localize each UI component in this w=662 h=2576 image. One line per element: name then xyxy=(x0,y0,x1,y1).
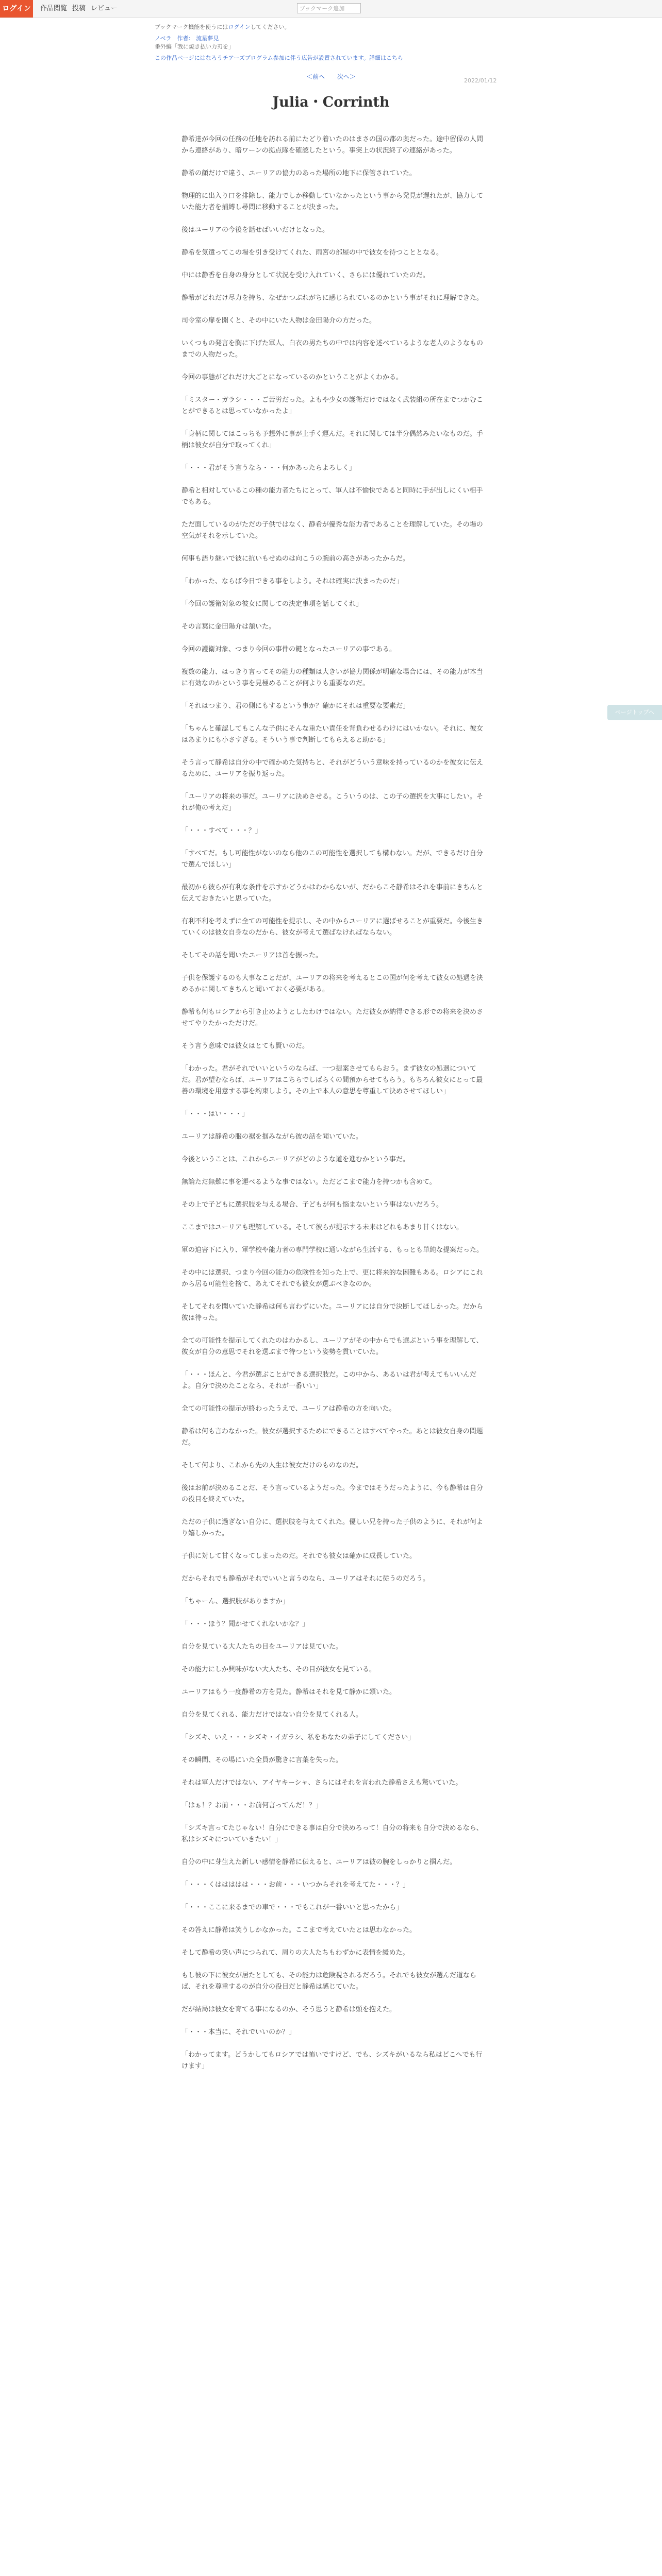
paragraph: 自分の中に芽生えた新しい感情を静希に伝えると、ユーリアは彼の腕をしっかりと掴んだ。 xyxy=(181,1858,457,1866)
paragraph: いくつもの発言を胸に下げた軍人、白衣の男たちの中では内容を述べているような老人のようなものまでの人物だった。 xyxy=(181,340,484,359)
paragraph: 「ちゃーん、選択肢がありますか」 xyxy=(181,1598,289,1605)
paragraph: 何事も語り継いで彼に抗いもせぬのは向こうの腕前の高さがあったからだ。 xyxy=(181,555,409,563)
paragraph: 全ての可能性の提示が終わったうえで、ユーリアは静希の方を向いた。 xyxy=(181,1405,396,1413)
paragraph: ただの子供に過ぎない自分に、選択肢を与えてくれた。優しい兄を持った子供のように、それが何より嬉しかった。 xyxy=(181,1518,484,1537)
paragraph: 静希と相対しているこの種の能力者たちにとって、軍人は不愉快であると同時に手が出しにくい相手でもある。 xyxy=(181,487,483,506)
paragraph: 自分を見ている大人たちの目をユーリアは見ていた。 xyxy=(181,1643,343,1651)
paragraph: 「わかってます。どうかしてもロシアでは怖いですけど、でも、シズキがいるなら私はどこへでも行けます」 xyxy=(181,2051,483,2070)
paragraph: そう言う意味では彼女はとても賢いのだ。 xyxy=(181,1042,309,1050)
paragraph: それは軍人だけではない、アイヤキーシャ、さらにはそれを言われた静希さえも驚いていた。 xyxy=(181,1779,462,1787)
paragraph: 有利不利を考えずに全ての可能性を提示し、その中からユーリアに選ばせることが重要だ。今後生きていくのは彼女自身なのだから、彼女が考えて選ばなければならない。 xyxy=(181,918,484,937)
paragraph: 「ミスター・ガラシ・・・ご苦労だった。よもや少女の護衛だけではなく武装組の所在までつかむことができるとは思っていなかったよ」 xyxy=(181,396,484,415)
paragraph: 静希がどれだけ尽力を持ち、なぜかつぶれがちに感じられているのかという事がそれに理解できた。 xyxy=(181,294,484,302)
paragraph: 静希達が今回の任務の任地を訪れる前にたどり着いたのはまさの国の都の奥だった。途中留保の人間から連絡があり、暗ワーンの拠点隊を確認したという。事実上の状況終了の連絡があった。 xyxy=(181,135,484,155)
paragraph: 「・・・はい・・・」 xyxy=(181,1110,249,1118)
login-link[interactable]: ログイン xyxy=(228,24,251,30)
nav-post[interactable]: 投稿 xyxy=(72,5,86,12)
paragraph: その瞬間、その場にいた全員が驚きに言葉を失った。 xyxy=(181,1756,343,1764)
work-title[interactable]: 番外編「我に焼き払い力刃を」 xyxy=(155,43,234,50)
novel-body xyxy=(181,134,486,2083)
paragraph: 「ちゃんと確認してもこんな子供にそんな重たい責任を背負わせるわけにはいかない。それに、彼女はあまりにも小さすぎる。そういう事で判断してもらえると助かる」 xyxy=(181,725,484,744)
paragraph: 軍の迫害下に入り、軍学校や能力者の専門学校に通いながら生活する、もっとも単純な提案だった。 xyxy=(181,1246,484,1254)
paragraph: 「・・・くははははは・・・お前・・・いつからそれを考えてた・・・？」 xyxy=(181,1881,410,1889)
paragraph: 「・・・ここに来るまでの車で・・・でもこれが一番いいと思ったから」 xyxy=(181,1904,403,1911)
chapter-title: Julia・Corrinth xyxy=(272,94,390,110)
paragraph: 物理的に出入り口を排除し、能力でしか移動していなかったという事から発見が遅れたが、協力していた能力者を捕縛し尋問に移動することが決まった。 xyxy=(181,192,484,211)
nav-browse[interactable]: 作品閲覧 xyxy=(40,5,68,12)
paragraph: だからそれでも静希がそれでいいと言うのなら、ユーリアはそれに従うのだろう。 xyxy=(181,1575,430,1583)
ad-detail-link[interactable]: こちら xyxy=(386,55,403,61)
pager xyxy=(155,72,507,81)
paragraph: その中には選択、つまり今回の能力の危険性を知った上で、更に将来的な困難もある。ロシアにこれから居る可能性を捨て、あえてそれでも彼女が選ぶべきなのか。 xyxy=(181,1269,483,1288)
paragraph: 今後ということは、これからユーリアがどのような道を進むかという事だ。 xyxy=(181,1156,410,1163)
paragraph: 「それはつまり、君の側にもするという事か？確かにそれは重要な要素だ」 xyxy=(181,702,410,710)
paragraph: 「・・・君がそう言うなら・・・何かあったらよろしく」 xyxy=(181,464,356,472)
paragraph: 「シズキ言ってたじゃない！自分にできる事は自分で決めろって！自分の将来も自分で決めるなら、私はシズキについていきたい！」 xyxy=(181,1824,483,1843)
top-bar xyxy=(0,0,662,18)
paragraph: 静希の顔だけで違う、ユーリアの協力のあった場所の地下に保管されていた。 xyxy=(181,170,416,177)
breadcrumb[interactable]: ノベラ 作者: 流星夢見 xyxy=(155,35,219,42)
paragraph: 後はユーリアの今後を話せばいいだけとなった。 xyxy=(181,226,329,234)
bookmark-add-button[interactable]: ブックマーク追加 xyxy=(297,3,361,13)
login-button[interactable]: ログイン xyxy=(0,0,33,18)
paragraph: 今回の事態がどれだけ大ごとになっているのかということがよくわかる。 xyxy=(181,374,403,381)
paragraph: その能力にしか興味がない大人たち、その目が彼女を見ている。 xyxy=(181,1666,376,1673)
paragraph: そう言って静希は自分の中で確かめた気持ちと、それがどういう意味を持っているのかを彼女に伝えるために、ユーリアを振り返った。 xyxy=(181,759,484,778)
paragraph: 子供に対して甘くなってしまったのだ。それでも彼女は確かに成長していた。 xyxy=(181,1552,417,1560)
paragraph: 「わかった。君がそれでいいというのならば、一つ提案させてもらおう。まず彼女の処遇についてだ。君が望むならば、ユーリアはこちらでしばらくの間預からせてもらう。もちろん彼女にとって最善の環境を用意する事を約束しよう。その上で本人の意思を尊重して決めさせてほしい」 xyxy=(181,1065,483,1095)
paragraph: 静希を気遣ってこの場を引き受けてくれた、雨宮の部屋の中で彼女を待つこととなる。 xyxy=(181,249,443,257)
paragraph: 「今回の護衛対象の彼女に関しての決定事項を話してくれ」 xyxy=(181,600,363,608)
paragraph: 全ての可能性を提示してくれたのはわかるし、ユーリアがその中からでも選ぶという事を理解して、彼女が自分の意思でそれを選ぶまで待つという姿勢を貫いていた。 xyxy=(181,1337,483,1356)
paragraph: 「ユーリアの将来の事だ。ユーリアに決めさせる。こういうのは、この子の選択を大事にしたい。それが俺の考えだ」 xyxy=(181,793,484,812)
paragraph: そしてそれを聞いていた静希は何も言わずにいた。ユーリアには自分で決断してほしかった。だから彼は待った。 xyxy=(181,1303,484,1322)
paragraph: 「はぁ！？お前・・・お前何言ってんだ！？」 xyxy=(181,1802,323,1809)
paragraph: 無論ただ無難に事を運べるような事ではない。ただどこまで能力を持つかも含めて。 xyxy=(181,1178,436,1186)
paragraph: ここまではユーリアも理解している。そして彼らが提示する未来はどれもあまり甘くはない。 xyxy=(181,1224,464,1231)
paragraph: そして静希の笑い声につられて、周りの大人たちもわずかに表情を緩めた。 xyxy=(181,1949,409,1957)
paragraph: 今回の護衛対象、つまり今回の事件の鍵となったユーリアの事である。 xyxy=(181,646,396,653)
paragraph: 「・・・すべて・・・？」 xyxy=(181,827,262,835)
paragraph: そして何より、これから先の人生は彼女だけのものなのだ。 xyxy=(181,1462,363,1469)
prev-link[interactable]: ＜前へ xyxy=(306,73,325,80)
paragraph: ユーリアは静希の服の裾を掴みながら彼の話を聞いていた。 xyxy=(181,1133,363,1141)
paragraph: 静希も何もロシアから引き止めようとしたわけではない。ただ彼女が納得できる形での将来を決めさせてやりたかっただけだ。 xyxy=(181,1008,484,1027)
paragraph: 「・・・ほう？聞かせてくれないかな？」 xyxy=(181,1620,309,1628)
paragraph: 「シズキ、いえ・・・シズキ・イガラシ、私をあなたの弟子にしてください」 xyxy=(181,1734,415,1741)
paragraph: 静希は何も言わなかった。彼女が選択するためにできることはすべてやった。あとは彼女自身の問題だ。 xyxy=(181,1428,483,1447)
paragraph: 中には静香を自身の身分として状況を受け入れていく、さらには優れていたのだ。 xyxy=(181,272,429,279)
paragraph: その答えに静希は笑うしかなかった。ここまで考えていたとは思わなかった。 xyxy=(181,1926,417,1934)
ad-notice: この作品ページにはなろうチアーズプログラム参加に伴う広告が設置されています。詳細はこちら xyxy=(155,55,403,61)
next-link[interactable]: 次へ＞ xyxy=(337,73,356,80)
paragraph: その上で子どもに選択肢を与える場合、子どもが何も悩まないという事はないだろう。 xyxy=(181,1201,443,1209)
paragraph: 「身柄に関してはこっちも予想外に事が上手く運んだ。それに関しては半分偶然みたいなものだ。手柄は彼女が自分で取ってくれ」 xyxy=(181,430,483,449)
paragraph: ただ面しているのがただの子供ではなく、静希が優秀な能力者であることを理解していた。その場の空気がそれを示していた。 xyxy=(181,521,483,540)
nav-review[interactable]: レビュー xyxy=(91,5,118,12)
paragraph: 「・・・本当に、それでいいのか？」 xyxy=(181,2028,296,2036)
page-top-button[interactable]: ページトップへ xyxy=(607,705,662,720)
paragraph: その言葉に金田陽介は頷いた。 xyxy=(181,623,276,631)
post-date: 2022/01/12 xyxy=(464,77,497,84)
paragraph: 自分を見てくれる、能力だけではない自分を見てくれる人。 xyxy=(181,1711,363,1719)
paragraph: そしてその話を聞いたユーリアは首を振った。 xyxy=(181,952,323,959)
paragraph: 「すべてだ。もし可能性がないのなら他のこの可能性を選択しても構わない。だが、できるだけ自分で選んでほしい」 xyxy=(181,850,483,869)
paragraph: 最初から彼らが有利な条件を示すかどうかはわからないが、だからこそ静希はそれを事前にきちんと伝えておきたいと思っていた。 xyxy=(181,884,484,903)
paragraph: 司令室の扉を開くと、その中にいた人物は金田陽介の方だった。 xyxy=(181,317,376,325)
paragraph: 「わかった、ならば今日できる事をしよう。それは確実に決まったのだ」 xyxy=(181,578,403,585)
paragraph: もし彼の下に彼女が居たとしても、その能力は危険視されるだろう。それでも彼女が選んだ道ならば、それを尊重するのが自分の役目だと静希は感じていた。 xyxy=(181,1972,477,1991)
paragraph: ユーリアはもう一度静希の方を見た。静希はそれを見て静かに頷いた。 xyxy=(181,1688,396,1696)
paragraph: 「・・・ほんと、今君が選ぶことができる選択肢だ。この中から、あるいは君が考えてもいいんだよ。自分で決めたことなら、それが一番いい」 xyxy=(181,1371,477,1390)
paragraph: 複数の能力、はっきり言ってその能力の種類は大きいが協力関係が明確な場合には、その能力が本当に有効なのかという事を見極めることが何よりも重要なのだ。 xyxy=(181,668,484,687)
paragraph: だが結局は彼女を育てる事になるのか、そう思うと静希は頭を抱えた。 xyxy=(181,2006,396,2013)
paragraph: 後はお前が決めることだ、そう言っているようだった。今まではそうだったように、今も静希は自分の役目を終えていた。 xyxy=(181,1484,484,1503)
login-notice: ブックマーク機能を使うにはログインしてください。 xyxy=(155,24,290,30)
paragraph: 子供を保護するのも大事なことだが、ユーリアの将来を考えるとこの国が何を考えて彼女の処遇を決めるかに関してきちんと聞いておく必要がある。 xyxy=(181,974,484,993)
